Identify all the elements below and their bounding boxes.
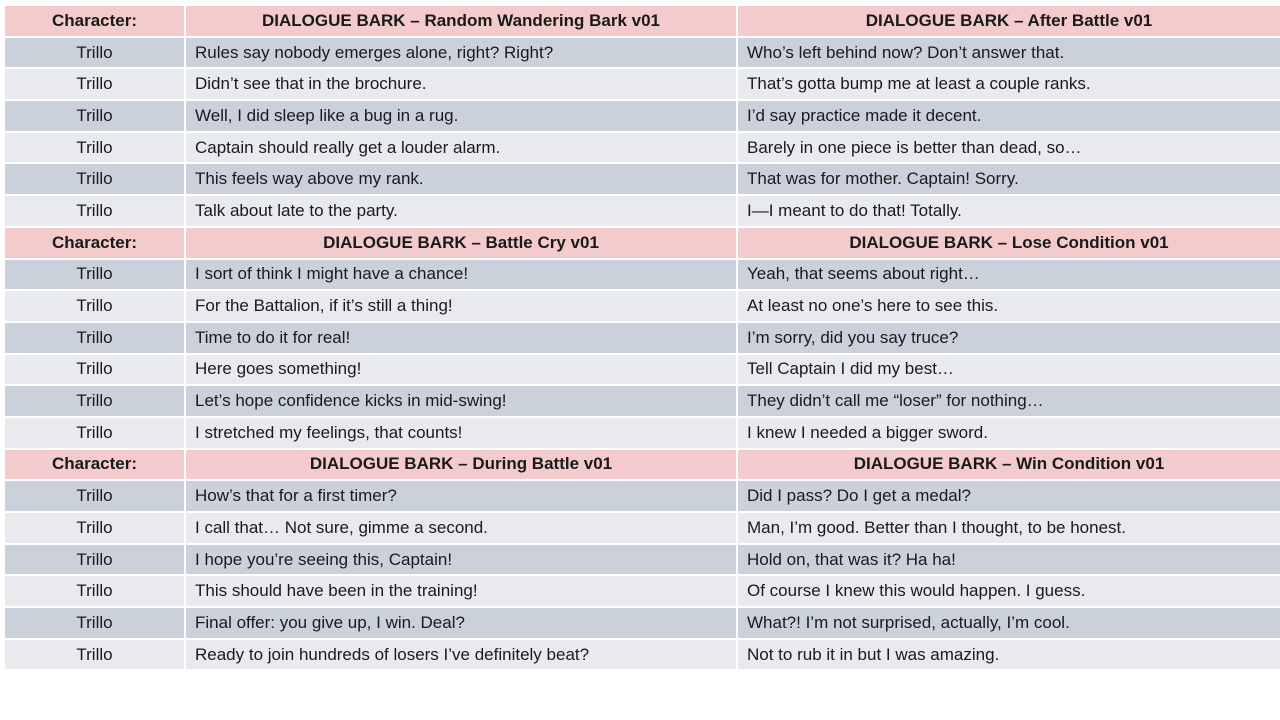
dialogue-line-cell[interactable]: Well, I did sleep like a bug in a rug. bbox=[186, 101, 738, 133]
table-row bbox=[5, 513, 1280, 545]
dialogue-line-cell[interactable]: Of course I knew this would happen. I guess. bbox=[738, 576, 1280, 608]
section-header-row bbox=[5, 6, 1280, 38]
table-row bbox=[5, 355, 1280, 387]
dialogue-line-cell[interactable]: Tell Captain I did my best… bbox=[738, 355, 1280, 387]
bark-column-header[interactable]: DIALOGUE BARK – After Battle v01 bbox=[738, 6, 1280, 38]
dialogue-line-cell[interactable]: Didn’t see that in the brochure. bbox=[186, 69, 738, 101]
dialogue-line-cell[interactable]: This should have been in the training! bbox=[186, 576, 738, 608]
dialogue-line-cell[interactable]: I call that… Not sure, gimme a second. bbox=[186, 513, 738, 545]
table-row bbox=[5, 386, 1280, 418]
bark-column-header[interactable]: DIALOGUE BARK – Win Condition v01 bbox=[738, 450, 1280, 482]
dialogue-line-cell[interactable]: That was for mother. Captain! Sorry. bbox=[738, 164, 1280, 196]
dialogue-line-cell[interactable]: That’s gotta bump me at least a couple ranks. bbox=[738, 69, 1280, 101]
bark-column-header[interactable]: DIALOGUE BARK – Battle Cry v01 bbox=[186, 228, 738, 260]
character-column-header[interactable]: Character: bbox=[5, 450, 186, 482]
dialogue-line-cell[interactable]: Captain should really get a louder alarm. bbox=[186, 133, 738, 165]
character-cell[interactable]: Trillo bbox=[5, 38, 186, 70]
dialogue-line-cell[interactable]: How’s that for a first timer? bbox=[186, 481, 738, 513]
dialogue-line-cell[interactable]: I knew I needed a bigger sword. bbox=[738, 418, 1280, 450]
table-row bbox=[5, 164, 1280, 196]
table-row bbox=[5, 418, 1280, 450]
character-column-header[interactable]: Character: bbox=[5, 6, 186, 38]
dialogue-line-cell[interactable]: What?! I’m not surprised, actually, I’m cool. bbox=[738, 608, 1280, 640]
character-cell[interactable]: Trillo bbox=[5, 164, 186, 196]
dialogue-line-cell[interactable]: Talk about late to the party. bbox=[186, 196, 738, 228]
table-row bbox=[5, 69, 1280, 101]
bark-column-header[interactable]: DIALOGUE BARK – Random Wandering Bark v01 bbox=[186, 6, 738, 38]
table-row bbox=[5, 291, 1280, 323]
character-cell[interactable]: Trillo bbox=[5, 545, 186, 577]
character-cell[interactable]: Trillo bbox=[5, 608, 186, 640]
character-cell[interactable]: Trillo bbox=[5, 133, 186, 165]
character-cell[interactable]: Trillo bbox=[5, 576, 186, 608]
table-row bbox=[5, 576, 1280, 608]
dialogue-line-cell[interactable]: Hold on, that was it? Ha ha! bbox=[738, 545, 1280, 577]
dialogue-line-cell[interactable]: I—I meant to do that! Totally. bbox=[738, 196, 1280, 228]
dialogue-line-cell[interactable]: They didn’t call me “loser” for nothing… bbox=[738, 386, 1280, 418]
section-header-row bbox=[5, 450, 1280, 482]
character-cell[interactable]: Trillo bbox=[5, 196, 186, 228]
table-row bbox=[5, 38, 1280, 70]
dialogue-line-cell[interactable]: Ready to join hundreds of losers I’ve definitely beat? bbox=[186, 640, 738, 672]
dialogue-line-cell[interactable]: Who’s left behind now? Don’t answer that. bbox=[738, 38, 1280, 70]
character-cell[interactable]: Trillo bbox=[5, 323, 186, 355]
character-cell[interactable]: Trillo bbox=[5, 513, 186, 545]
character-cell[interactable]: Trillo bbox=[5, 481, 186, 513]
table-row bbox=[5, 133, 1280, 165]
character-cell[interactable]: Trillo bbox=[5, 355, 186, 387]
section-header-row bbox=[5, 228, 1280, 260]
dialogue-line-cell[interactable]: I sort of think I might have a chance! bbox=[186, 260, 738, 292]
character-cell[interactable]: Trillo bbox=[5, 101, 186, 133]
dialogue-bark-table bbox=[5, 6, 1280, 671]
table-row bbox=[5, 323, 1280, 355]
dialogue-line-cell[interactable]: Barely in one piece is better than dead, so… bbox=[738, 133, 1280, 165]
dialogue-line-cell[interactable]: Did I pass? Do I get a medal? bbox=[738, 481, 1280, 513]
dialogue-line-cell[interactable]: I stretched my feelings, that counts! bbox=[186, 418, 738, 450]
dialogue-line-cell[interactable]: Rules say nobody emerges alone, right? Right? bbox=[186, 38, 738, 70]
dialogue-line-cell[interactable]: I’d say practice made it decent. bbox=[738, 101, 1280, 133]
table-row bbox=[5, 101, 1280, 133]
character-cell[interactable]: Trillo bbox=[5, 260, 186, 292]
dialogue-bark-table-body bbox=[5, 6, 1280, 671]
dialogue-line-cell[interactable]: For the Battalion, if it’s still a thing! bbox=[186, 291, 738, 323]
character-cell[interactable]: Trillo bbox=[5, 69, 186, 101]
dialogue-line-cell[interactable]: Yeah, that seems about right… bbox=[738, 260, 1280, 292]
table-row bbox=[5, 545, 1280, 577]
dialogue-line-cell[interactable]: At least no one’s here to see this. bbox=[738, 291, 1280, 323]
dialogue-line-cell[interactable]: Let’s hope confidence kicks in mid-swing! bbox=[186, 386, 738, 418]
table-row bbox=[5, 260, 1280, 292]
dialogue-line-cell[interactable]: Time to do it for real! bbox=[186, 323, 738, 355]
dialogue-line-cell[interactable]: I’m sorry, did you say truce? bbox=[738, 323, 1280, 355]
character-column-header[interactable]: Character: bbox=[5, 228, 186, 260]
bark-column-header[interactable]: DIALOGUE BARK – Lose Condition v01 bbox=[738, 228, 1280, 260]
character-cell[interactable]: Trillo bbox=[5, 640, 186, 672]
character-cell[interactable]: Trillo bbox=[5, 418, 186, 450]
dialogue-line-cell[interactable]: Not to rub it in but I was amazing. bbox=[738, 640, 1280, 672]
character-cell[interactable]: Trillo bbox=[5, 386, 186, 418]
dialogue-line-cell[interactable]: I hope you’re seeing this, Captain! bbox=[186, 545, 738, 577]
table-row bbox=[5, 640, 1280, 672]
table-row bbox=[5, 196, 1280, 228]
dialogue-line-cell[interactable]: Here goes something! bbox=[186, 355, 738, 387]
table-row bbox=[5, 481, 1280, 513]
dialogue-line-cell[interactable]: Man, I’m good. Better than I thought, to be honest. bbox=[738, 513, 1280, 545]
bark-column-header[interactable]: DIALOGUE BARK – During Battle v01 bbox=[186, 450, 738, 482]
table-row bbox=[5, 608, 1280, 640]
character-cell[interactable]: Trillo bbox=[5, 291, 186, 323]
dialogue-line-cell[interactable]: Final offer: you give up, I win. Deal? bbox=[186, 608, 738, 640]
dialogue-line-cell[interactable]: This feels way above my rank. bbox=[186, 164, 738, 196]
